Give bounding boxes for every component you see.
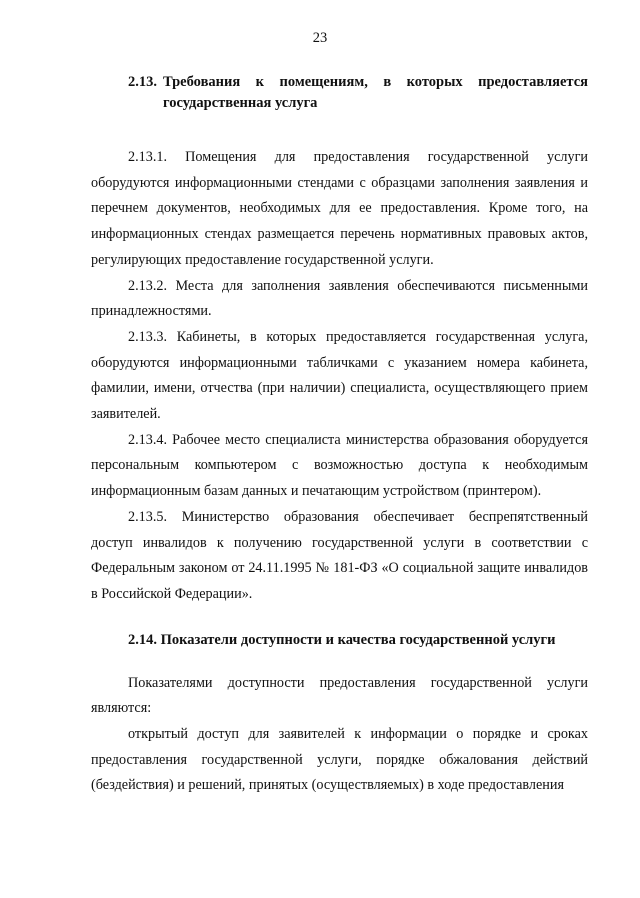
section-2-14-heading: 2.14. Показатели доступности и качества государственной услуги: [128, 631, 556, 648]
paragraph-2-14-item: открытый доступ для заявителей к информации о порядке и сроках предоставления государственной услуги, порядке обжалования действий (бездействия) и решений, принятых (осуществляемых) в ходе предоставления: [91, 726, 588, 794]
paragraph-2-13-3: 2.13.3. Кабинеты, в которых предоставляется государственная услуга, оборудуются информационными табличками с указанием номера кабинета, фамилии, имени, отчества (при наличии) специалиста, осуществляющего прием заявителей.: [91, 328, 588, 423]
paragraph-2-14-intro: Показателями доступности предоставления государственной услуги являются:: [91, 674, 588, 717]
section-2-13-title: Требования к помещениям, в которых предоставляется государственная услуга: [163, 74, 588, 111]
page-content: [91, 72, 588, 799]
section-2-13-heading: [128, 72, 588, 114]
paragraph-2-13-5: 2.13.5. Министерство образования обеспечивает беспрепятственный доступ инвалидов к получению государственной услуги в соответствии с Федеральным законом от 24.11.1995 № 181-ФЗ «О социальной защите инвалидов в Российской Федерации».: [91, 508, 588, 602]
paragraph-2-13-2: 2.13.2. Места для заполнения заявления обеспечиваются письменными принадлежностями.: [91, 277, 588, 320]
paragraph-2-13-1: 2.13.1. Помещения для предоставления государственной услуги оборудуются информационными стендами с образцами заполнения заявления и перечнем документов, необходимых для ее предоставления. Кроме того, на информационных стендах размещается перечень нормативных правовых актов, регулирующих предоставление государственной услуги.: [91, 149, 588, 268]
paragraph-2-13-4: 2.13.4. Рабочее место специалиста министерства образования оборудуется персональным компьютером с возможностью доступа к необходимым информационным базам данных и печатающим устройством (принтером).: [91, 431, 588, 500]
page-number: 23: [312, 30, 328, 46]
section-2-13-number: 2.13.: [128, 74, 157, 90]
